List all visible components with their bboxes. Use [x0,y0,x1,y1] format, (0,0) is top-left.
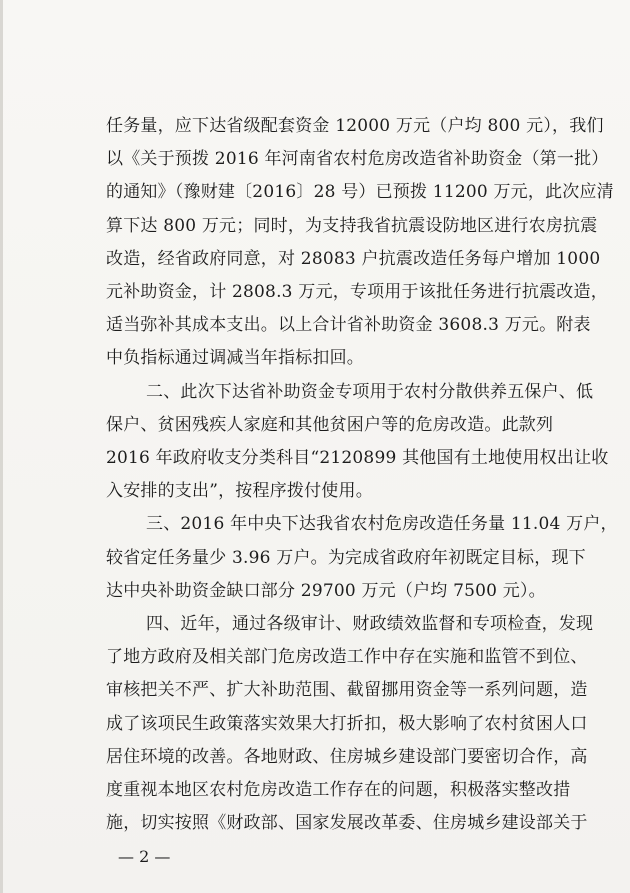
text-line: 居住环境的改善。各地财政、住房城乡建设部门要密切合作，高 [106,746,588,767]
text-line: 中负指标通过调减当年指标扣回。 [106,348,364,369]
text-line: 入安排的支出”，按程序拨付使用。 [106,481,373,502]
text-line: 度重视本地区农村危房改造工作存在的问题，积极落实整改措 [106,780,571,800]
text-line: 改造，经省政府同意，对 28083 户抗震改造任务每户增加 1000 [106,248,601,269]
text-line: 的通知》（豫财建〔2016〕28 号）已预拨 11200 万元，此次应清 [106,182,614,203]
text-line: 较省定任务量少 3.96 万户。为完成省政府年初既定目标，现下 [106,547,586,568]
text-line: 三、2016 年中央下达我省农村危房改造任务量 11.04 万户， [146,514,618,535]
text-line: 保户、贫困残疾人家庭和其他贫困户等的危房改造。此款列 [106,414,554,435]
text-line: 算下达 800 万元；同时，为支持我省抗震设防地区进行农房抗震 [106,215,598,236]
page-edge [0,0,3,893]
text-line: 达中央补助资金缺口部分 29700 万元（户均 7500 元）。 [106,580,546,601]
text-line: 适当弥补其成本支出。以上合计省补助资金 3608.3 万元。附表 [106,315,591,336]
text-line: 四、近年，通过各级审计、财政绩效监督和专项检查，发现 [146,614,594,634]
text-line: 成了该项民生政策落实效果大打折扣，极大影响了农村贫困人口 [106,713,588,734]
text-line: 元补助资金，计 2808.3 万元，专项用于该批任务进行抗震改造， [106,282,608,302]
text-line: 以《关于预拨 2016 年河南省农村危房改造省补助资金（第一批） [106,149,609,170]
text-line: 二、此次下达省补助资金专项用于农村分散供养五保户、低 [146,381,594,402]
text-line: 审核把关不严、扩大补助范围、截留挪用资金等一系列问题，造 [106,680,588,701]
text-line: 施，切实按照《财政部、国家发展改革委、住房城乡建设部关于 [106,813,588,834]
text-line: 任务量，应下达省级配套资金 12000 万元（户均 800 元），我们 [106,116,604,136]
page-number: — 2 — [118,847,171,867]
text-line: 2016 年政府收支分类科目“2120899 其他国有土地使用权出让收 [106,448,609,468]
text-line: 了地方政府及相关部门危房改造工作中存在实施和监管不到位、 [106,647,588,668]
